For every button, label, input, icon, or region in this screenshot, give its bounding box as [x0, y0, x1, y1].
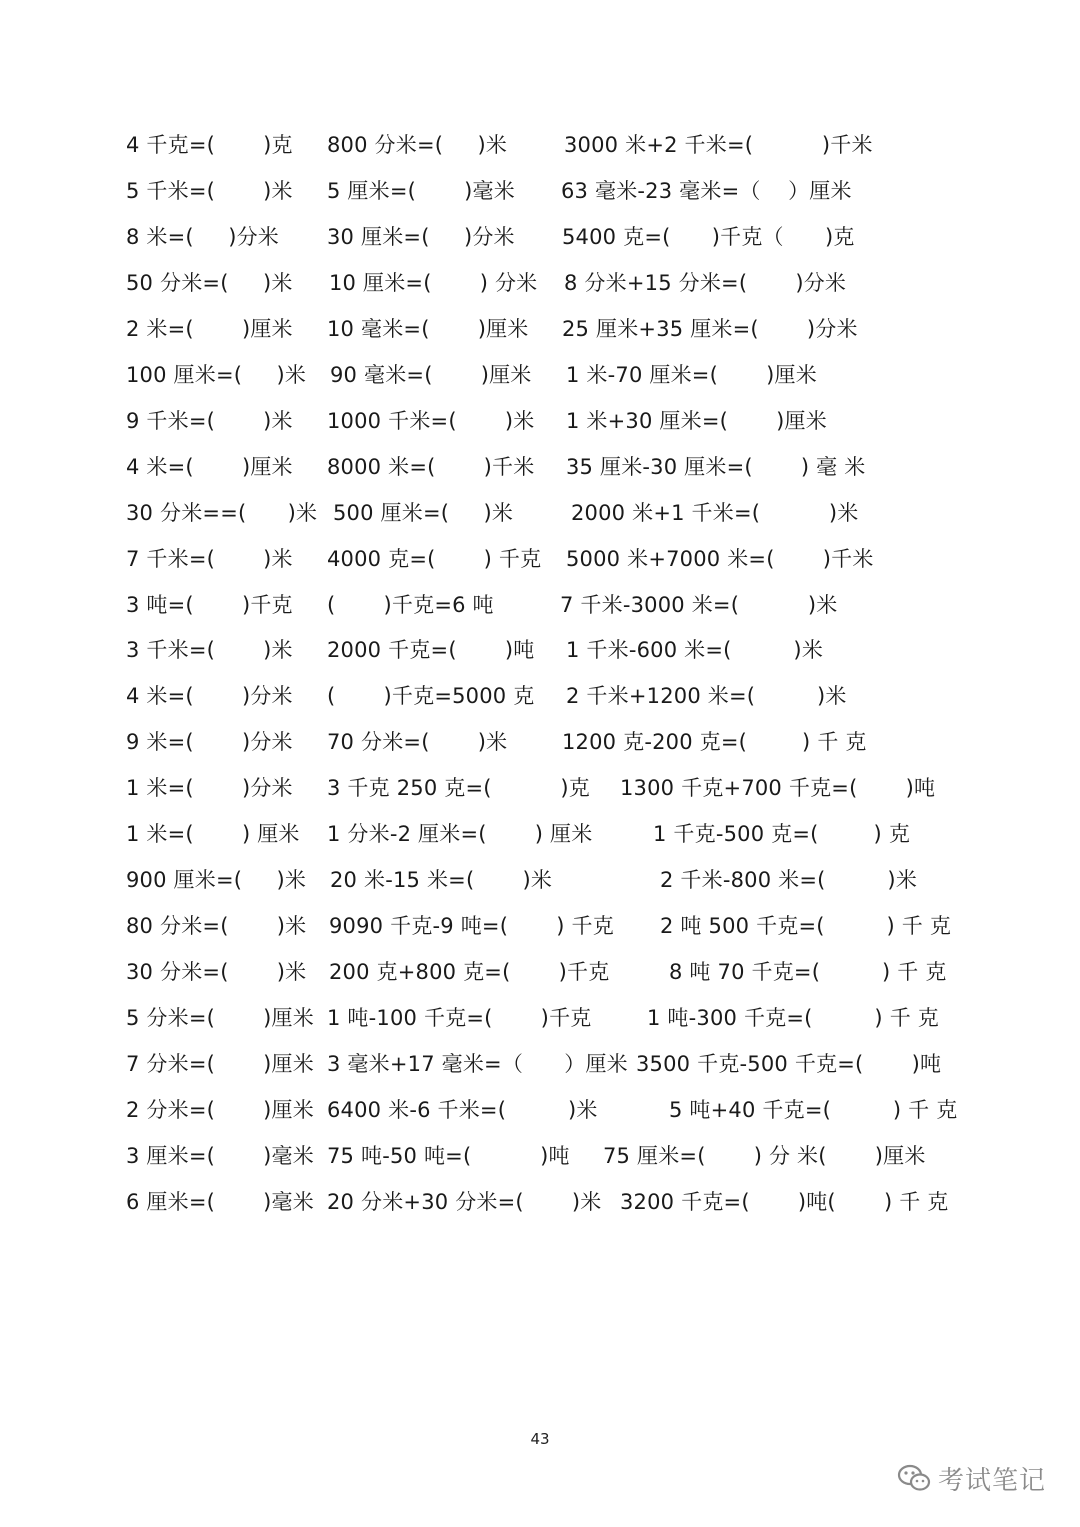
wechat-icon [896, 1462, 932, 1494]
exercise-item: 6400 米-6 千米=( )米 [327, 1097, 598, 1122]
exercise-row [0, 1142, 1080, 1188]
exercise-row [0, 1096, 1080, 1142]
watermark [896, 1458, 1046, 1498]
exercise-row [0, 682, 1080, 728]
exercise-row [0, 636, 1080, 682]
exercise-row [0, 912, 1080, 958]
exercise-row [0, 177, 1080, 223]
exercise-item: 8 米=( )分米 [126, 224, 279, 249]
exercise-item: ( )千克=6 吨 [327, 592, 494, 617]
exercise-item: 3 毫米+17 毫米=（ ）厘米 [327, 1052, 628, 1076]
exercise-row [0, 866, 1080, 912]
exercise-item: 5000 米+7000 米=( )千米 [566, 546, 874, 571]
exercise-item: 3 厘米=( )毫米 [126, 1143, 314, 1168]
exercise-item: 90 毫米=( )厘米 [330, 362, 532, 387]
exercise-item: 1 分米-2 厘米=( ) 厘米 [327, 822, 593, 847]
exercise-item: 2 千米-800 米=( )米 [660, 868, 918, 893]
exercise-row [0, 1004, 1080, 1050]
exercise-item: 7 千米-3000 米=( )米 [560, 592, 838, 617]
exercise-item: 5 分米=( )厘米 [126, 1006, 314, 1031]
exercise-item: 5 千米=( )米 [126, 178, 293, 203]
exercise-item: 9 千米=( )米 [126, 408, 293, 433]
exercise-item: 30 分米==( )米 [126, 500, 318, 525]
exercise-item: 3200 千克=( )吨( ) 千 克 [620, 1189, 949, 1214]
exercise-item: 8 吨 70 千克=( ) 千 克 [669, 960, 947, 985]
exercise-item: 35 厘米-30 厘米=( ) 毫 米 [566, 454, 866, 479]
exercise-item: 2 分米=( )厘米 [126, 1097, 314, 1122]
exercise-item: 900 厘米=( )米 [126, 868, 307, 893]
exercise-item: 4000 克=( ) 千克 [327, 546, 542, 571]
exercise-item: 5 吨+40 千克=( ) 千 克 [669, 1097, 958, 1122]
exercise-item: 2000 千克=( )吨 [327, 638, 535, 663]
exercise-item: 1 米-70 厘米=( )厘米 [566, 362, 817, 387]
exercise-item: 63 毫米-23 毫米=（ ）厘米 [561, 178, 852, 203]
exercise-item: 1 千米-600 米=( )米 [566, 638, 824, 663]
exercise-item: 4 米=( )分米 [126, 684, 293, 709]
exercise-item: 7 千米=( )米 [126, 546, 293, 571]
exercise-item: 200 克+800 克=( )千克 [329, 960, 610, 985]
exercise-item: 25 厘米+35 厘米=( )分米 [562, 316, 858, 341]
exercise-item: 2 吨 500 千克=( ) 千 克 [660, 914, 952, 939]
exercise-item: 2000 米+1 千米=( )米 [571, 500, 859, 525]
exercise-row [0, 223, 1080, 269]
exercise-item: 30 分米=( )米 [126, 960, 307, 985]
exercise-row [0, 958, 1080, 1004]
page-number: 43 [530, 1430, 550, 1448]
exercise-item: 75 厘米=( ) 分 米( )厘米 [603, 1143, 926, 1168]
watermark-label: 考试笔记 [938, 1465, 1047, 1496]
exercise-item: 100 厘米=( )米 [126, 362, 307, 387]
exercise-item: 1 米=( )分米 [126, 776, 293, 801]
exercise-item: 1 米=( ) 厘米 [126, 822, 300, 847]
exercise-item: 2 米=( )厘米 [126, 316, 293, 341]
exercise-item: 800 分米=( )米 [327, 133, 508, 157]
exercise-item: 5400 克=( )千克（ )克 [562, 224, 855, 249]
exercise-row [0, 361, 1080, 407]
exercise-item: 3500 千克-500 千克=( )吨 [636, 1052, 942, 1076]
exercise-item: 3 千克 250 克=( )克 [327, 776, 591, 801]
exercise-item: 5 厘米=( )毫米 [327, 178, 515, 203]
exercise-row [0, 591, 1080, 637]
exercise-row [0, 407, 1080, 453]
exercise-row [0, 499, 1080, 545]
exercise-item: 8000 米=( )千米 [327, 454, 535, 479]
exercise-item: 3000 米+2 千米=( )千米 [564, 133, 873, 157]
exercise-item: 10 厘米=( ) 分米 [329, 270, 538, 295]
exercise-item: 3 吨=( )千克 [126, 592, 293, 617]
exercise-row [0, 1050, 1080, 1096]
exercise-row [0, 315, 1080, 361]
exercise-row [0, 1188, 1080, 1234]
exercise-item: 50 分米=( )米 [126, 270, 293, 295]
exercise-row [0, 453, 1080, 499]
exercise-item: 20 米-15 米=( )米 [330, 868, 553, 893]
exercise-row [0, 774, 1080, 820]
exercise-item: 3 千米=( )米 [126, 638, 293, 663]
exercise-item: 30 厘米=( )分米 [327, 224, 515, 249]
exercise-item: 1200 克-200 克=( ) 千 克 [562, 730, 867, 755]
exercise-row [0, 728, 1080, 774]
exercise-item: 500 厘米=( )米 [333, 500, 514, 525]
exercise-item: 20 分米+30 分米=( )米 [327, 1189, 602, 1214]
exercise-item: 8 分米+15 分米=( )分米 [564, 270, 847, 295]
exercise-row [0, 269, 1080, 315]
exercise-row [0, 820, 1080, 866]
exercise-row [0, 131, 1080, 177]
exercise-item: 1300 千克+700 千克=( )吨 [620, 776, 936, 801]
exercise-item: 1000 千米=( )米 [327, 408, 535, 433]
exercise-item: 1 吨-300 千克=( ) 千 克 [647, 1006, 939, 1031]
exercise-item: ( )千克=5000 克 [327, 684, 535, 709]
exercise-item: 9090 千克-9 吨=( ) 千克 [329, 914, 614, 939]
exercise-item: 70 分米=( )米 [327, 730, 508, 755]
exercise-item: 1 米+30 厘米=( )厘米 [566, 408, 827, 433]
exercise-item: 1 千克-500 克=( ) 克 [653, 822, 911, 847]
exercise-item: 10 毫米=( )厘米 [327, 316, 529, 341]
exercise-item: 7 分米=( )厘米 [126, 1052, 314, 1076]
exercise-item: 4 千克=( )克 [126, 133, 293, 157]
exercise-item: 1 吨-100 千克=( )千克 [327, 1006, 592, 1031]
exercise-item: 9 米=( )分米 [126, 730, 293, 755]
exercise-item: 4 米=( )厘米 [126, 454, 293, 479]
exercise-item: 75 吨-50 吨=( )吨 [327, 1143, 570, 1168]
exercise-item: 6 厘米=( )毫米 [126, 1189, 314, 1214]
exercise-item: 80 分米=( )米 [126, 914, 307, 939]
exercise-row [0, 545, 1080, 591]
exercise-item: 2 千米+1200 米=( )米 [566, 684, 847, 709]
